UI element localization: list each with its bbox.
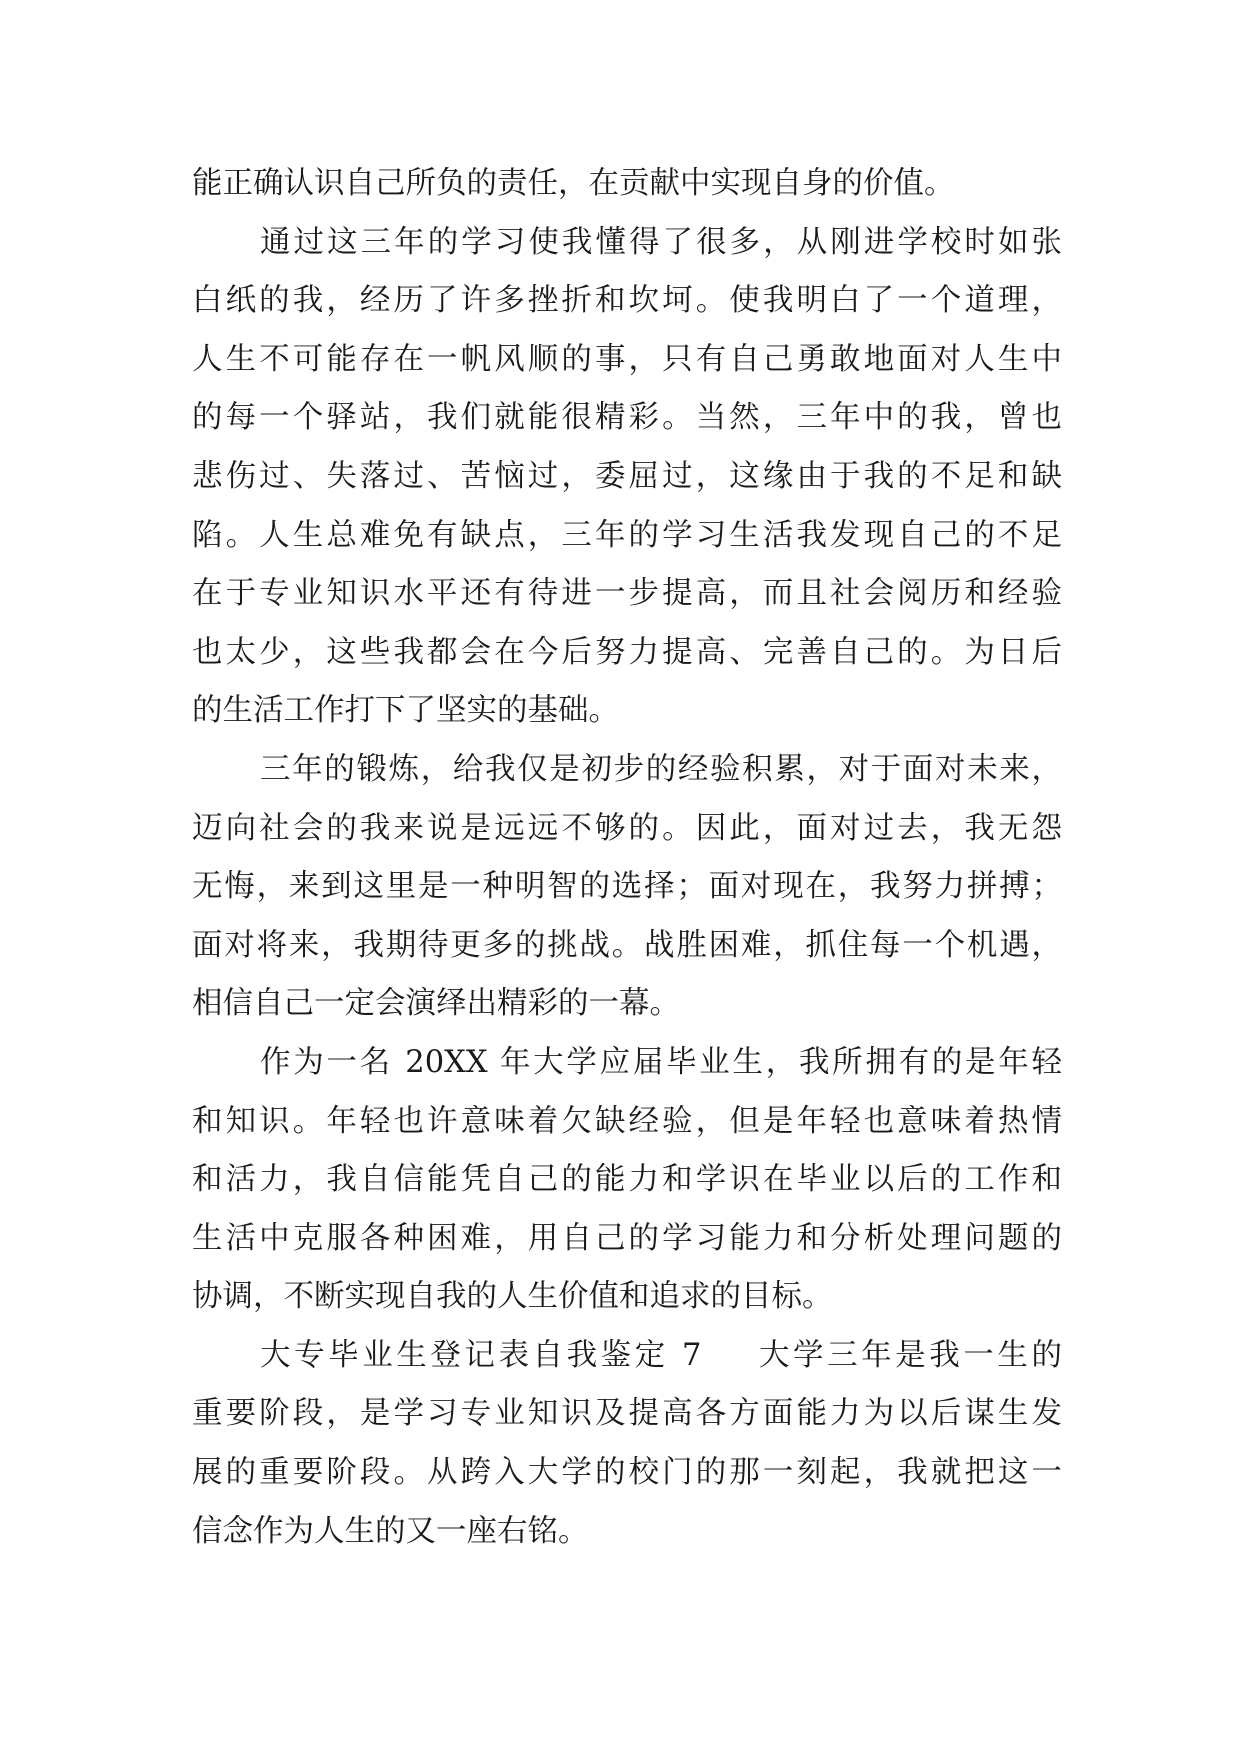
paragraph-4-line-4: 生活中克服各种困难，用自己的学习能力和分析处理问题的	[192, 1220, 1062, 1256]
paragraph-4-line-1: 作为一名 20XX 年大学应届毕业生，我所拥有的是年轻	[260, 1044, 1062, 1080]
paragraph-2-line-7: 在于专业知识水平还有待进一步提高，而且社会阅历和经验	[192, 576, 1062, 612]
paragraph-2-line-8: 也太少，这些我都会在今后努力提高、完善自己的。为日后	[192, 634, 1062, 670]
paragraph-2-line-5: 悲伤过、失落过、苦恼过，委屈过，这缘由于我的不足和缺	[192, 458, 1062, 494]
paragraph-5-line-4: 信念作为人生的又一座右铭。	[192, 1513, 589, 1549]
paragraph-3-line-1: 三年的锻炼，给我仅是初步的经验积累，对于面对未来，	[260, 751, 1062, 787]
paragraph-3-line-4: 面对将来，我期待更多的挑战。战胜困难，抓住每一个机遇，	[192, 927, 1062, 963]
paragraph-2-line-2: 白纸的我，经历了许多挫折和坎坷。使我明白了一个道理，	[192, 283, 1062, 319]
paragraph-2-line-3: 人生不可能存在一帆风顺的事，只有自己勇敢地面对人生中	[192, 341, 1062, 377]
paragraph-4-line-5: 协调，不断实现自我的人生价值和追求的目标。	[192, 1279, 833, 1315]
paragraph-5-line-1	[192, 1327, 1062, 1386]
paragraph-2-line-9: 的生活工作打下了坚实的基础。	[192, 693, 619, 729]
paragraph-4-line-3: 和活力，我自信能凭自己的能力和学识在毕业以后的工作和	[192, 1162, 1062, 1198]
paragraph-2-line-6: 陷。人生总难免有缺点，三年的学习生活我发现自己的不足	[192, 517, 1062, 553]
paragraph-1-line-1: 能正确认识自己所负的责任，在贡献中实现自身的价值。	[192, 166, 955, 201]
paragraph-5-line-2: 重要阶段，是学习专业知识及提高各方面能力为以后谋生发	[192, 1396, 1062, 1432]
paragraph-5-line-3: 展的重要阶段。从跨入大学的校门的那一刻起，我就把这一	[192, 1455, 1062, 1491]
document-body	[192, 155, 1062, 1561]
paragraph-2-line-4: 的每一个驿站，我们就能很精彩。当然，三年中的我，曾也	[192, 400, 1062, 436]
paragraph-5-first-line-text: 大学三年是我一生的	[755, 1337, 1062, 1373]
section-heading: 大专毕业生登记表自我鉴定 7	[260, 1337, 702, 1373]
paragraph-3-line-3: 无悔，来到这里是一种明智的选择；面对现在，我努力拼搏；	[192, 869, 1062, 905]
paragraph-3-line-5: 相信自己一定会演绎出精彩的一幕。	[192, 986, 680, 1022]
paragraph-4-line-2: 和知识。年轻也许意味着欠缺经验，但是年轻也意味着热情	[192, 1103, 1062, 1139]
paragraph-2-line-1: 通过这三年的学习使我懂得了很多，从刚进学校时如张	[260, 224, 1062, 260]
paragraph-3-line-2: 迈向社会的我来说是远远不够的。因此，面对过去，我无怨	[192, 810, 1062, 846]
